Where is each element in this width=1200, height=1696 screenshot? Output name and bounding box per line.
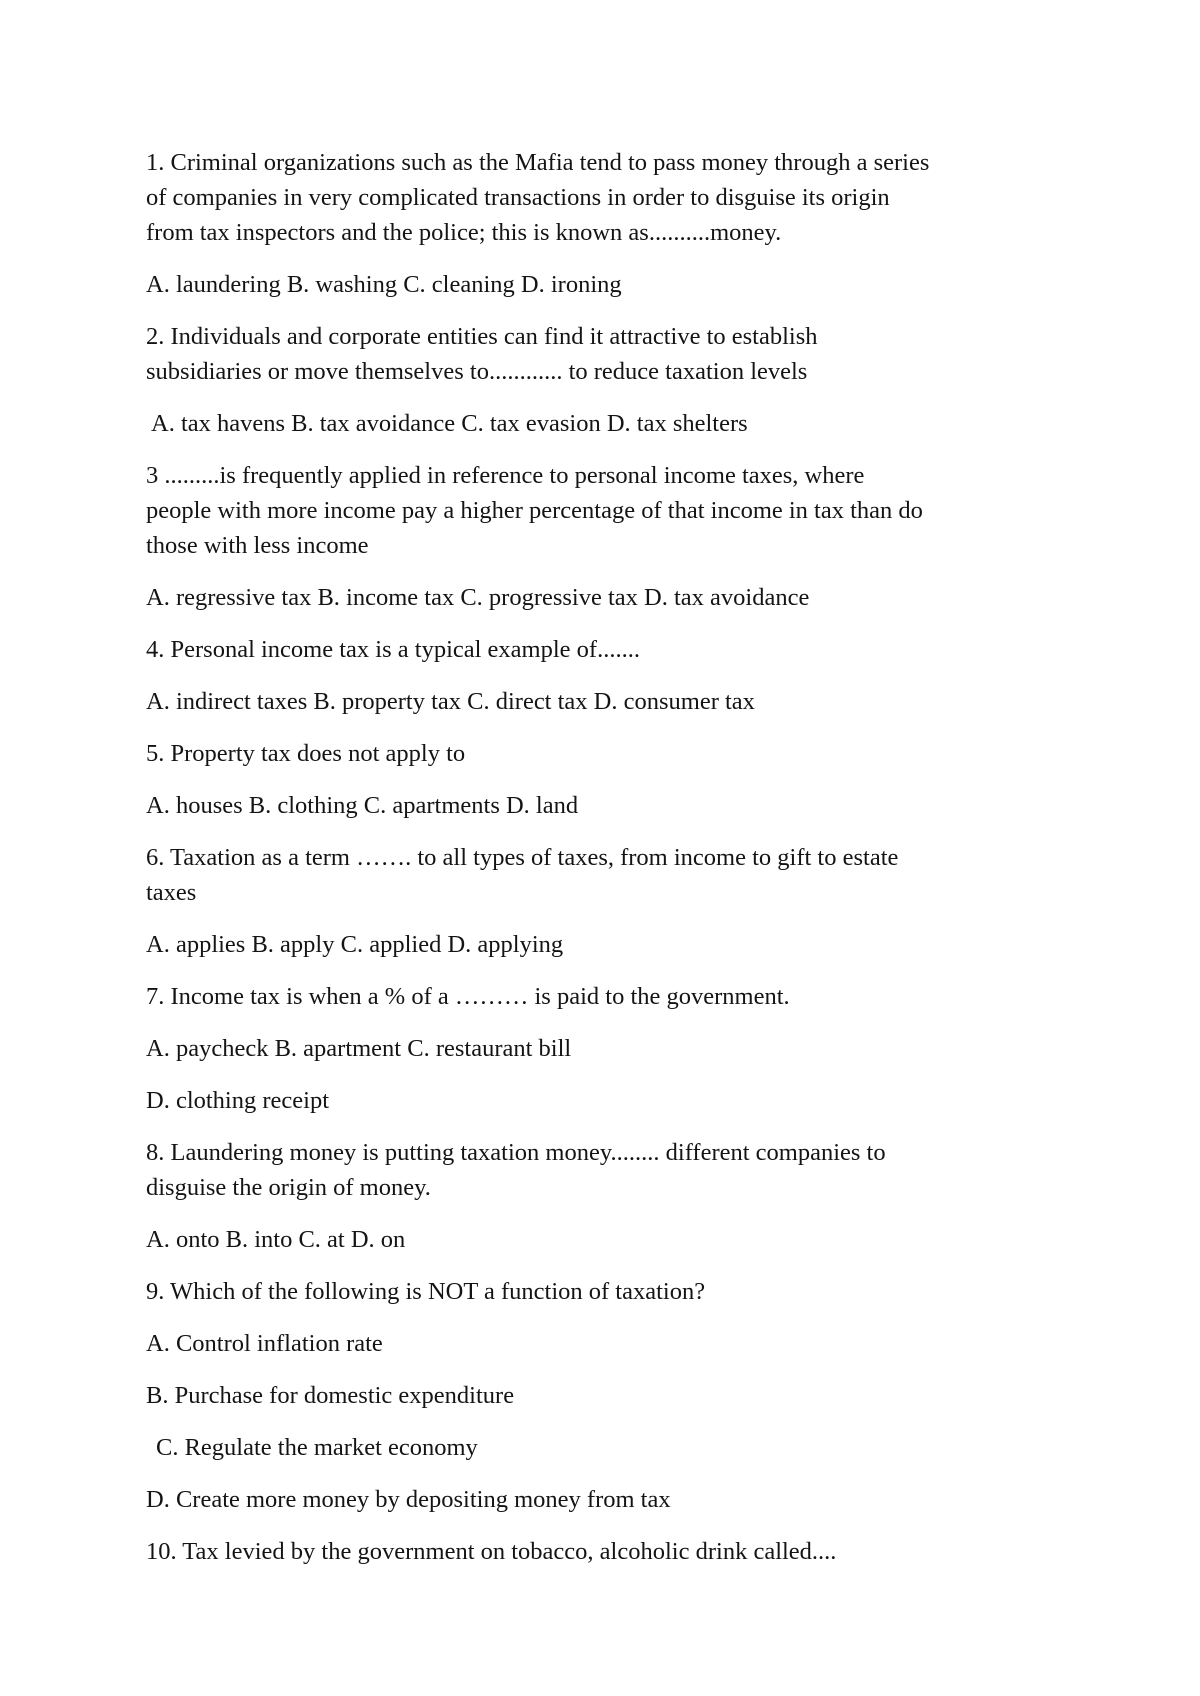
q8-line-1: 8. Laundering money is putting taxation money........ different companies to	[146, 1139, 886, 1166]
q1-line-2: of companies in very complicated transactions in order to disguise its origin	[146, 184, 890, 211]
q1-line-3: from tax inspectors and the police; this is known as..........money.	[146, 219, 782, 246]
q9-line-1: 9. Which of the following is NOT a function of taxation?	[146, 1278, 706, 1305]
q3-line-2: people with more income pay a higher percentage of that income in tax than do	[146, 497, 923, 524]
q7-options-2: D. clothing receipt	[146, 1087, 330, 1114]
q5-line-1: 5. Property tax does not apply to	[146, 740, 466, 767]
q5-options: A. houses B. clothing C. apartments D. land	[146, 792, 579, 819]
q9-option-c: C. Regulate the market economy	[156, 1434, 478, 1461]
q2-line-1: 2. Individuals and corporate entities can find it attractive to establish	[146, 323, 818, 350]
q6-options: A. applies B. apply C. applied D. applying	[146, 931, 564, 958]
q6-line-2: taxes	[146, 879, 197, 906]
q4-options: A. indirect taxes B. property tax C. direct tax D. consumer tax	[146, 688, 755, 715]
q7-line-1: 7. Income tax is when a % of a ……… is paid to the government.	[146, 983, 790, 1010]
q6-line-1: 6. Taxation as a term ……. to all types of taxes, from income to gift to estate	[146, 844, 899, 871]
q2-options: A. tax havens B. tax avoidance C. tax evasion D. tax shelters	[151, 410, 748, 437]
q9-option-a: A. Control inflation rate	[146, 1330, 383, 1357]
q1-line-1: 1. Criminal organizations such as the Mafia tend to pass money through a series	[146, 149, 930, 176]
q3-line-3: those with less income	[146, 532, 369, 559]
q2-line-2: subsidiaries or move themselves to............ to reduce taxation levels	[146, 358, 808, 385]
q7-options-1: A. paycheck B. apartment C. restaurant bill	[146, 1035, 572, 1062]
q3-options: A. regressive tax B. income tax C. progressive tax D. tax avoidance	[146, 584, 810, 611]
q10-line-1: 10. Tax levied by the government on tobacco, alcoholic drink called....	[146, 1538, 837, 1565]
q8-options: A. onto B. into C. at D. on	[146, 1226, 406, 1253]
q8-line-2: disguise the origin of money.	[146, 1174, 431, 1201]
q3-line-1: 3 .........is frequently applied in reference to personal income taxes, where	[146, 462, 865, 489]
q4-line-1: 4. Personal income tax is a typical example of.......	[146, 636, 640, 663]
q9-option-d: D. Create more money by depositing money from tax	[146, 1486, 671, 1513]
q1-options: A. laundering B. washing C. cleaning D. ironing	[146, 271, 622, 298]
q9-option-b: B. Purchase for domestic expenditure	[146, 1382, 515, 1409]
